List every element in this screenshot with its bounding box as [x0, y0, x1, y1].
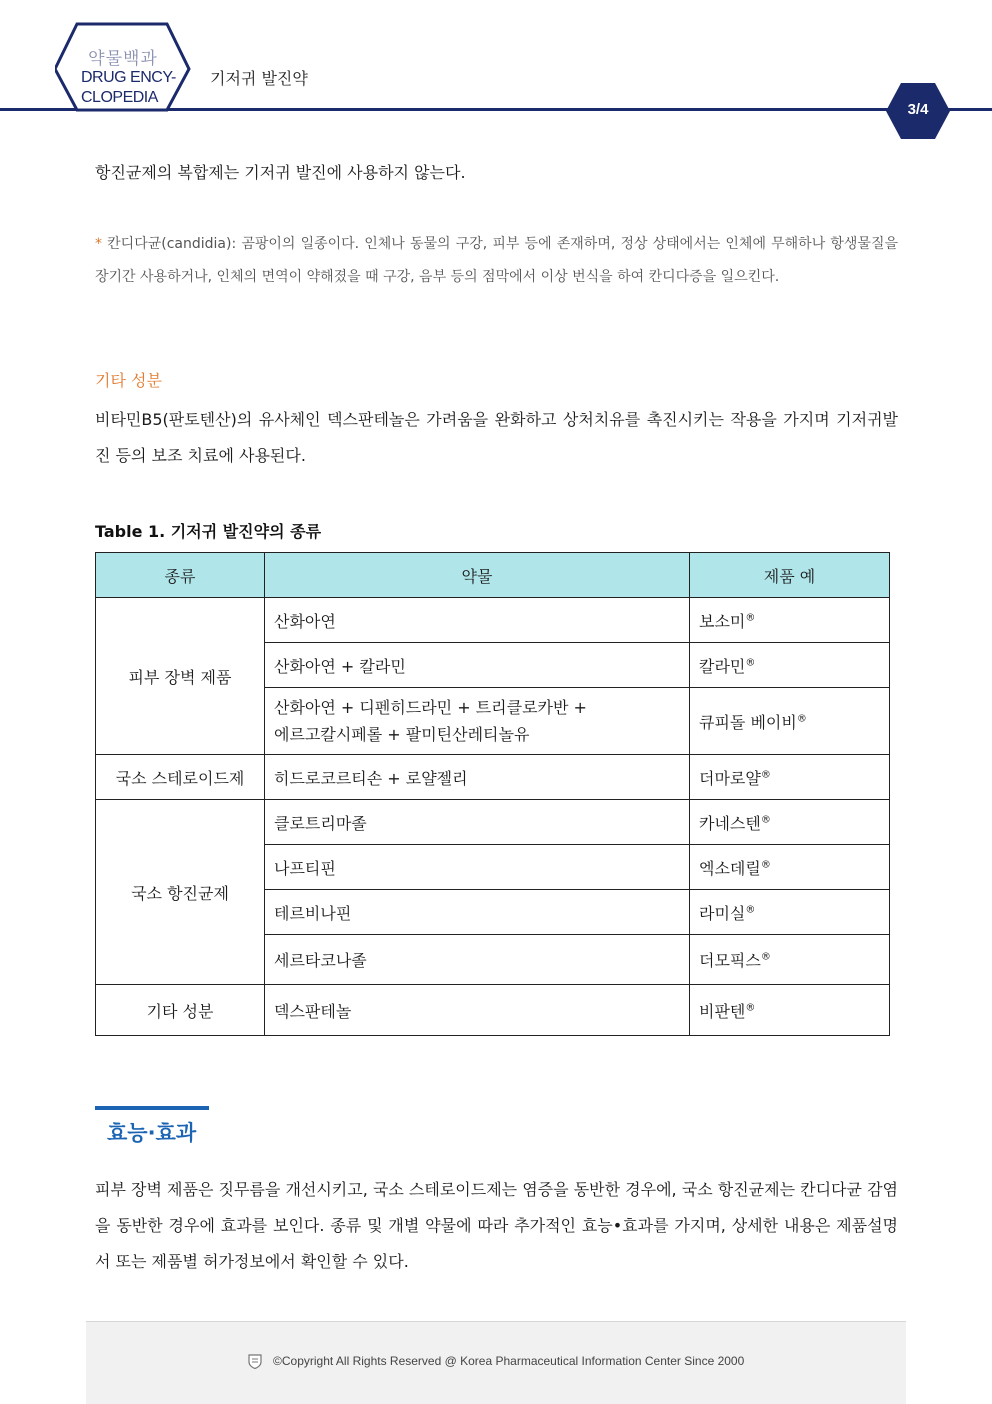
document-title: 기저귀 발진약 — [210, 69, 308, 88]
footnote-candida — [95, 228, 898, 294]
logo-english-line1: DRUG ENCY- — [81, 69, 176, 86]
header-drug: 약물 — [265, 553, 690, 598]
logo-english-line2: CLOPEDIA — [81, 89, 158, 106]
category-cell: 국소 항진균제 — [96, 800, 265, 985]
drug-cell: 나프티핀 — [265, 845, 690, 890]
product-cell: 카네스텐® — [690, 800, 890, 845]
category-cell: 국소 스테로이드제 — [96, 755, 265, 800]
paragraph-antifungal-combo: 항진균제의 복합제는 기저귀 발진에 사용하지 않는다. — [95, 163, 466, 182]
category-cell: 피부 장벽 제품 — [96, 598, 265, 755]
product-cell: 더모픽스® — [690, 935, 890, 985]
footnote-star: * — [95, 236, 102, 252]
table-header-row — [96, 553, 890, 598]
table-caption: Table 1. 기저귀 발진약의 종류 — [95, 522, 322, 541]
product-cell: 비판텐® — [690, 985, 890, 1036]
copyright-text: ©Copyright All Rights Reserved @ Korea Pharmaceutical Information Center Since 2000 — [273, 1354, 745, 1368]
product-cell: 엑소데릴® — [690, 845, 890, 890]
section-title-bar — [95, 1106, 209, 1110]
drug-cell: 산화아연 + 칼라민 — [265, 643, 690, 688]
paragraph-dexpanthenol: 비타민B5(판토텐산)의 유사체인 덱스판테놀은 가려움을 완화하고 상처치유를 촉진시키는 작용을 가지며 기저귀발진 등의 보조 치료에 사용된다. — [95, 410, 898, 465]
drug-cell: 히드로코르티손 + 로얄젤리 — [265, 755, 690, 800]
page-number-badge — [885, 82, 951, 140]
kpic-shield-icon — [248, 1354, 262, 1369]
table-row — [96, 800, 890, 845]
header-category: 종류 — [96, 553, 265, 598]
table-row — [96, 598, 890, 643]
drug-cell: 테르비나핀 — [265, 890, 690, 935]
product-cell: 더마로얄® — [690, 755, 890, 800]
table-row — [96, 985, 890, 1036]
drug-cell: 세르타코나졸 — [265, 935, 690, 985]
logo-korean-text: 약물백과 — [88, 49, 158, 69]
logo — [55, 22, 191, 112]
drug-cell: 산화아연 — [265, 598, 690, 643]
product-cell: 라미실® — [690, 890, 890, 935]
drug-cell: 클로트리마졸 — [265, 800, 690, 845]
product-cell: 보소미® — [690, 598, 890, 643]
footnote-text: 칸디다균(candidia): 곰팡이의 일종이다. 인체나 동물의 구강, 피부 등에 존재하며, 정상 상태에서는 인체에 무해하나 항생물질을 장기간 사용하거나, 인체의 면역이 약해졌을 때 구강, 음부 등의 점막에서 이상 번식을 하여 칸디다증을 일으킨다. — [95, 236, 898, 285]
table-row — [96, 755, 890, 800]
product-cell: 큐피돌 베이비® — [690, 688, 890, 755]
footer — [86, 1321, 906, 1404]
drug-cell: 산화아연 + 디펜히드라민 + 트리클로카반 + 에르고칼시페롤 + 팔미틴산레티놀유 — [265, 688, 690, 755]
paragraph-efficacy: 피부 장벽 제품은 짓무름을 개선시키고, 국소 스테로이드제는 염증을 동반한 경우에, 국소 항진균제는 칸디다균 감염을 동반한 경우에 효과를 보인다. 종류 및 개별 약물에 따라 추가적인 효능•효과를 가지며, 상세한 내용은 제품설명서 또는 제품별 허가정보에서 확인할 수 있다. — [95, 1180, 898, 1271]
category-cell: 기타 성분 — [96, 985, 265, 1036]
drug-cell: 덱스판테놀 — [265, 985, 690, 1036]
page-number: 3/4 — [907, 101, 929, 118]
drug-table — [95, 552, 890, 1036]
footer-copyright-row — [86, 1354, 906, 1369]
product-cell: 칼라민® — [690, 643, 890, 688]
header-product: 제품 예 — [690, 553, 890, 598]
section-title: 효능·효과 — [107, 1121, 197, 1145]
sub-heading-other: 기타 성분 — [95, 371, 162, 390]
